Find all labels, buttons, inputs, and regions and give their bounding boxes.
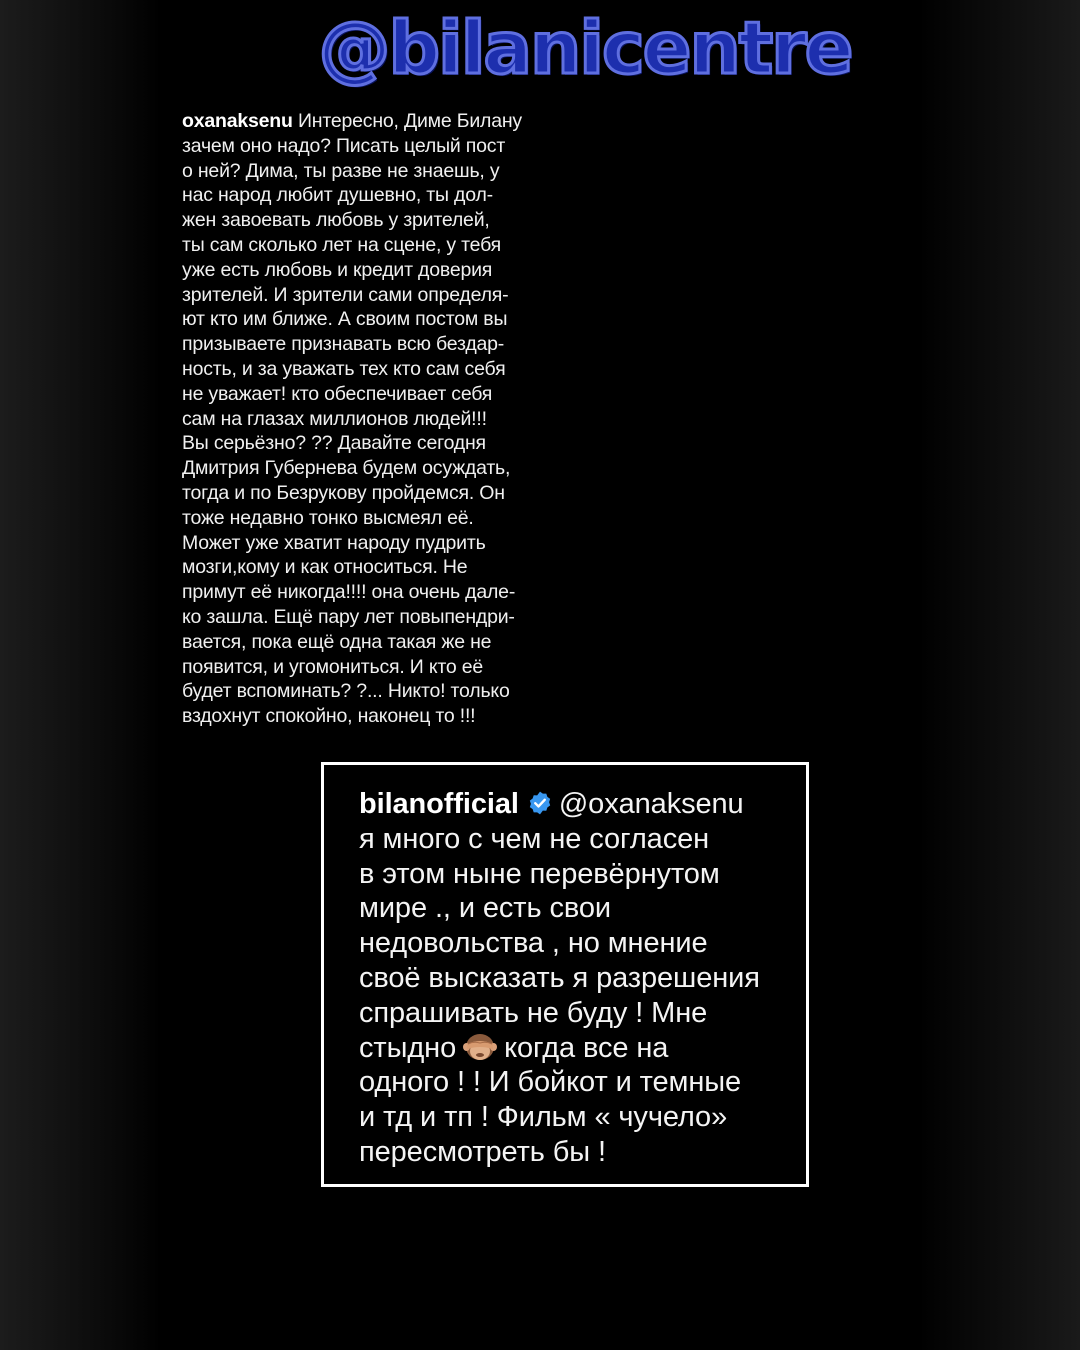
reply-text-part-1: я много с чем не согласен в этом ныне перевёрнутом мире ., и есть свои недовольства , но мнение своё высказать я разрешения спрашивать не буду ! Мне стыдно (359, 822, 760, 1064)
comment-username[interactable]: oxanaksenu (182, 110, 293, 132)
see-no-evil-monkey-icon (462, 1033, 498, 1063)
comment-text: Интересно, Диме Билану зачем оно надо? Писать целый пост о ней? Дима, ты разве не знаешь, у нас народ любит душевно, ты дол- жен завоевать любовь у зрителей, ты сам сколько лет на сцене, у тебя уже есть любовь и кредит доверия зрителей. И зрители сами определя- ют кто им ближе. А своим постом вы призываете признавать всю бездар- ность, и за уважать тех кто сам себя не уважает! кто обеспечивает себя сам на глазах миллионов людей!!! Вы серьёзно? ?? Давайте сегодня Дмитрия Губернева будем осуждать, тогда и по Безрукову пройдемся. Он тоже недавно тонко высмеял её. Может уже хватит народу пудрить мозги,кому и как относиться. Не примут её никогда!!!! она очень дале- ко зашла. Ещё пару лет повыпендри- вается, пока ещё одна такая же не появится, и угомониться. И кто её будет вспоминать? ?... Никто! только вздохнут спокойно, наконец то !!! (182, 110, 522, 728)
reply-username[interactable]: bilanofficial (359, 788, 519, 820)
reply-comment (359, 787, 799, 1170)
reply-text-part-2: когда все на одного ! ! И бойкот и темные и тд и тп ! Фильм « чучело» пересмотреть бы ! (359, 1031, 742, 1168)
verified-badge-icon (527, 790, 553, 816)
user-comment (182, 109, 560, 729)
reply-mention[interactable]: @oxanaksenu (558, 788, 744, 820)
reply-highlight-box (321, 762, 809, 1187)
watermark-handle: @bilanicentre (318, 6, 852, 90)
